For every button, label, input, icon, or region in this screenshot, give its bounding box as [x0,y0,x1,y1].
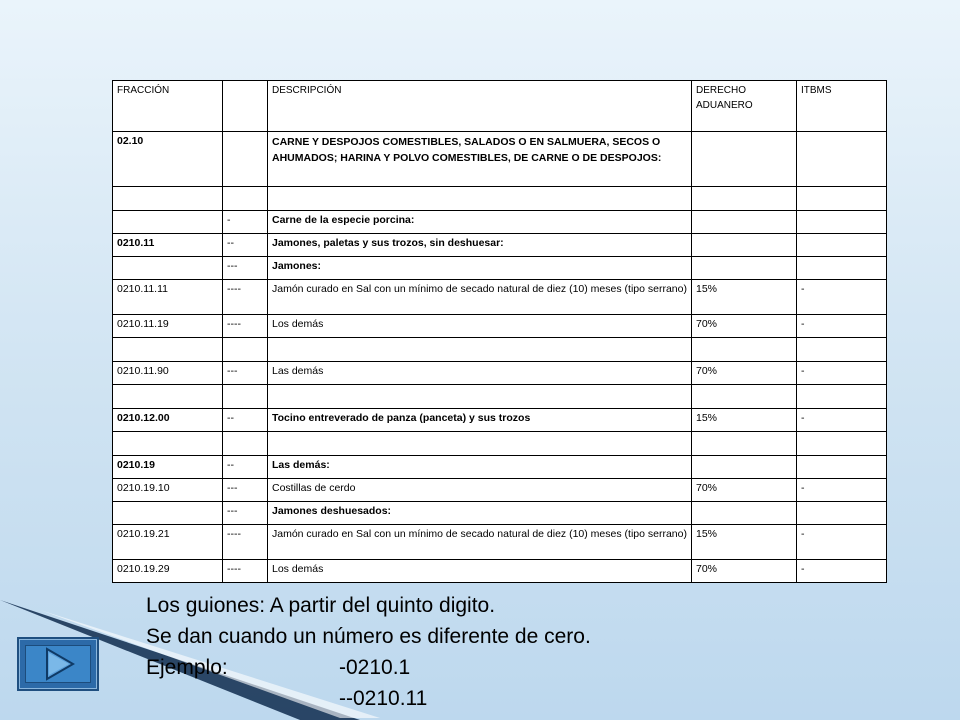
cell-desc: Las demás [268,362,692,385]
table-row [113,257,887,280]
cell-duty [692,432,797,456]
table-row [113,502,887,525]
table-row [113,479,887,502]
cell-duty [692,456,797,479]
cell-code: 0210.11 [113,234,223,257]
cell-desc: Jamón curado en Sal con un mínimo de secado natural de diez (10) meses (tipo serrano) [268,525,692,560]
cell-dash: -- [223,409,268,432]
cell-desc: Los demás [268,315,692,338]
table-row [113,280,887,315]
cell-itbms [797,456,887,479]
cell-dash: --- [223,479,268,502]
cell-dash: --- [223,502,268,525]
cell-itbms [797,502,887,525]
table-row [113,338,887,362]
cell-dash: ---- [223,560,268,583]
cell-itbms: - [797,362,887,385]
cell-dash [223,432,268,456]
cell-code [113,432,223,456]
cell-duty [692,502,797,525]
header-derecho-aduanero: DERECHO ADUANERO [692,81,797,132]
cell-itbms [797,385,887,409]
cell-code [113,187,223,211]
example-value-2: --0210.11 [339,687,428,710]
cell-dash [223,338,268,362]
cell-dash [223,132,268,187]
cell-itbms [797,257,887,280]
cell-dash: --- [223,362,268,385]
cell-desc: Carne de la especie porcina: [268,211,692,234]
cell-dash: ---- [223,525,268,560]
example-label: Ejemplo: [146,656,228,679]
cell-itbms: - [797,479,887,502]
cell-desc: Costillas de cerdo [268,479,692,502]
cell-dash: -- [223,456,268,479]
next-slide-button[interactable] [17,637,99,691]
table-header-row [113,81,887,132]
cell-desc: Tocino entreverado de panza (panceta) y sus trozos [268,409,692,432]
table-row [113,315,887,338]
cell-duty [692,257,797,280]
cell-itbms: - [797,409,887,432]
cell-dash: --- [223,257,268,280]
cell-desc [268,385,692,409]
cell-code [113,502,223,525]
cell-desc: Las demás: [268,456,692,479]
cell-itbms: - [797,315,887,338]
cell-dash [223,187,268,211]
cell-itbms: - [797,560,887,583]
cell-desc [268,432,692,456]
cell-code [113,385,223,409]
cell-desc: Jamón curado en Sal con un mínimo de secado natural de diez (10) meses (tipo serrano) [268,280,692,315]
cell-duty [692,338,797,362]
table-row [113,525,887,560]
cell-duty: 15% [692,409,797,432]
tariff-table [112,80,887,583]
cell-itbms [797,432,887,456]
example-value-1: -0210.1 [339,656,411,679]
notes-text [146,590,886,714]
cell-duty: 70% [692,479,797,502]
cell-duty [692,234,797,257]
table-row [113,234,887,257]
table-row [113,362,887,385]
table-row [113,432,887,456]
play-next-icon [19,639,97,689]
cell-code [113,211,223,234]
cell-desc: CARNE Y DESPOJOS COMESTIBLES, SALADOS O EN SALMUERA, SECOS O AHUMADOS; HARINA Y POLVO COMESTIBLES, DE CARNE O DE DESPOJOS: [268,132,692,187]
cell-itbms [797,338,887,362]
header-descripcion: DESCRIPCIÓN [268,81,692,132]
header-itbms: ITBMS [797,81,887,132]
cell-duty [692,211,797,234]
cell-duty: 70% [692,315,797,338]
table-row [113,385,887,409]
cell-dash [223,385,268,409]
cell-desc [268,187,692,211]
cell-code: 02.10 [113,132,223,187]
cell-code: 0210.19.21 [113,525,223,560]
table-row [113,560,887,583]
cell-duty [692,187,797,211]
table-row [113,409,887,432]
header-dash [223,81,268,132]
cell-code: 0210.11.11 [113,280,223,315]
cell-code: 0210.19 [113,456,223,479]
header-fraccion: FRACCIÓN [113,81,223,132]
cell-duty: 70% [692,560,797,583]
cell-itbms: - [797,280,887,315]
cell-itbms [797,211,887,234]
cell-desc: Los demás [268,560,692,583]
table-row [113,211,887,234]
cell-code: 0210.12.00 [113,409,223,432]
cell-desc: Jamones deshuesados: [268,502,692,525]
cell-code: 0210.11.19 [113,315,223,338]
cell-code: 0210.19.29 [113,560,223,583]
cell-dash: ---- [223,280,268,315]
cell-desc: Jamones, paletas y sus trozos, sin deshuesar: [268,234,692,257]
cell-duty [692,385,797,409]
table-row [113,456,887,479]
cell-itbms [797,187,887,211]
cell-code: 0210.19.10 [113,479,223,502]
table-row [113,132,887,187]
cell-itbms [797,132,887,187]
notes-example-row-2 [146,683,886,714]
cell-desc [268,338,692,362]
table-row [113,187,887,211]
cell-duty: 15% [692,280,797,315]
notes-line-2: Se dan cuando un número es diferente de cero. [146,625,591,648]
cell-dash: - [223,211,268,234]
cell-dash: ---- [223,315,268,338]
cell-code [113,257,223,280]
cell-code: 0210.11.90 [113,362,223,385]
cell-duty: 70% [692,362,797,385]
cell-desc: Jamones: [268,257,692,280]
cell-duty: 15% [692,525,797,560]
cell-dash: -- [223,234,268,257]
cell-duty [692,132,797,187]
notes-line-1: Los guiones: A partir del quinto digito. [146,594,496,617]
notes-example-row [146,652,886,683]
cell-code [113,338,223,362]
cell-itbms: - [797,525,887,560]
cell-itbms [797,234,887,257]
